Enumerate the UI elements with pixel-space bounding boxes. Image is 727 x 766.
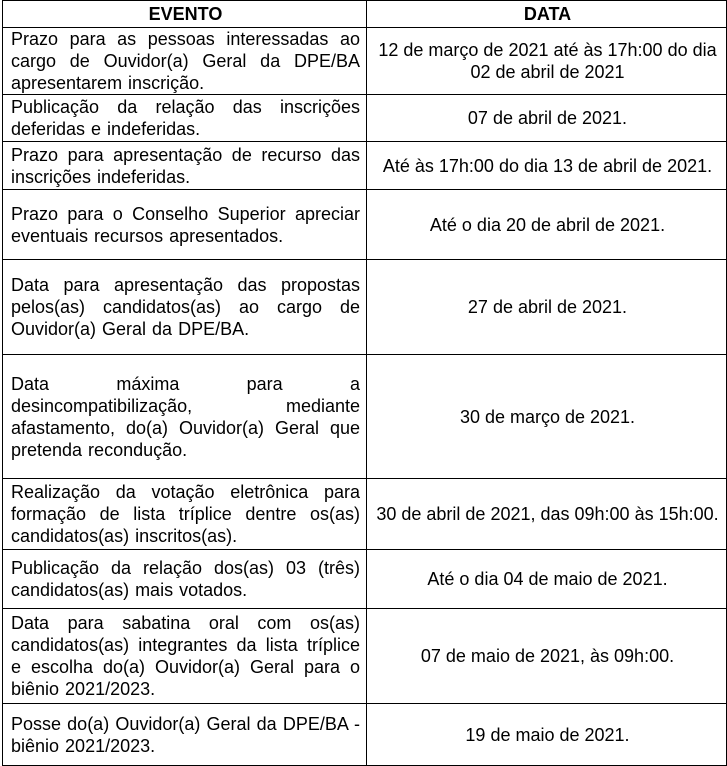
data-cell: 30 de março de 2021.	[367, 355, 727, 479]
data-cell: 27 de abril de 2021.	[367, 260, 727, 355]
data-cell: 07 de maio de 2021, às 09h:00.	[367, 609, 727, 704]
table-row	[3, 95, 727, 142]
evento-cell: Data máxima para a desincompatibilização, mediante afastamento, do(a) Ouvidor(a) Geral que pretenda recondução.	[3, 355, 367, 479]
evento-cell: Publicação da relação dos(as) 03 (três) candidatos(as) mais votados.	[3, 550, 367, 609]
evento-cell: Prazo para o Conselho Superior apreciar eventuais recursos apresentados.	[3, 190, 367, 260]
table-row	[3, 142, 727, 190]
table-row	[3, 28, 727, 95]
table-row	[3, 355, 727, 479]
evento-cell: Publicação da relação das inscrições deferidas e indeferidas.	[3, 95, 367, 142]
schedule-table	[2, 0, 727, 766]
data-cell: 30 de abril de 2021, das 09h:00 às 15h:00.	[367, 479, 727, 550]
table-row	[3, 609, 727, 704]
header-data: DATA	[367, 1, 727, 28]
data-cell: 12 de março de 2021 até às 17h:00 do dia 02 de abril de 2021	[367, 28, 727, 95]
table-row	[3, 260, 727, 355]
evento-cell: Posse do(a) Ouvidor(a) Geral da DPE/BA - biênio 2021/2023.	[3, 704, 367, 766]
data-cell: 07 de abril de 2021.	[367, 95, 727, 142]
table-row	[3, 704, 727, 766]
data-cell: Até às 17h:00 do dia 13 de abril de 2021.	[367, 142, 727, 190]
data-cell: 19 de maio de 2021.	[367, 704, 727, 766]
evento-cell: Data para sabatina oral com os(as) candidatos(as) integrantes da lista tríplice e escolha do(a) Ouvidor(a) Geral para o biênio 2021/2023.	[3, 609, 367, 704]
data-cell: Até o dia 20 de abril de 2021.	[367, 190, 727, 260]
data-cell: Até o dia 04 de maio de 2021.	[367, 550, 727, 609]
evento-cell: Prazo para as pessoas interessadas ao cargo de Ouvidor(a) Geral da DPE/BA apresentarem inscrição.	[3, 28, 367, 95]
evento-cell: Prazo para apresentação de recurso das inscrições indeferidas.	[3, 142, 367, 190]
evento-cell: Data para apresentação das propostas pelos(as) candidatos(as) ao cargo de Ouvidor(a) Geral da DPE/BA.	[3, 260, 367, 355]
table-row	[3, 479, 727, 550]
table-row	[3, 550, 727, 609]
header-evento: EVENTO	[3, 1, 367, 28]
header-row	[3, 1, 727, 28]
evento-cell: Realização da votação eletrônica para formação de lista tríplice dentre os(as) candidatos(as) inscritos(as).	[3, 479, 367, 550]
table-row	[3, 190, 727, 260]
